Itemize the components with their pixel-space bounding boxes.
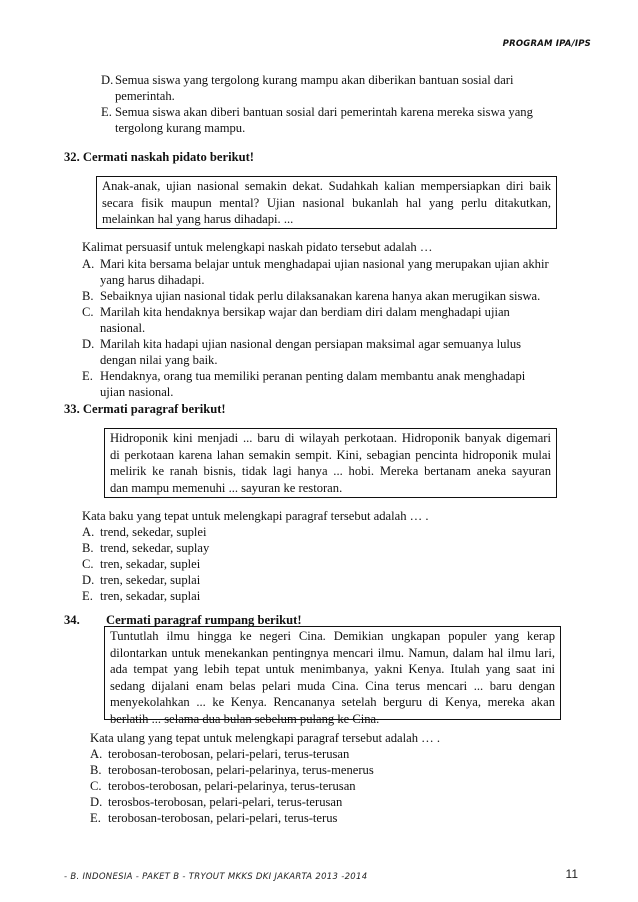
q32-title: 32. Cermati naskah pidato berikut!: [64, 150, 254, 164]
q33-box-line: di perkotaan karena lahan semakin sempit. Kini, sebagian pencinta hidroponik mulai: [110, 447, 551, 462]
q34-box-line: dilontarkan untuk menekankan pentingnya mencari ilmu. Namun, dalam hal ilmu lari,: [110, 645, 555, 660]
prev-option-e: [101, 104, 571, 136]
option-letter: E.: [90, 811, 101, 825]
option-text: tren, sekedar, suplai: [100, 573, 201, 587]
option-text-line: Hendaknya, orang tua memiliki peranan penting dalam membantu anak menghadapi: [100, 369, 526, 383]
q33-paragraph-box: [104, 428, 557, 498]
option-text-line: Semua siswa yang tergolong kurang mampu akan diberikan bantuan sosial dari: [115, 73, 514, 87]
option-text: terosbos-terobosan, pelari-pelari, terus-terusan: [108, 795, 343, 809]
q34-option-a: [90, 746, 349, 762]
q32-prompt: Kalimat persuasif untuk melengkapi naskah pidato tersebut adalah …: [82, 240, 433, 254]
option-letter: A.: [90, 747, 103, 761]
q34-option-c: [90, 778, 356, 794]
option-text-line: Semua siswa akan diberi bantuan sosial dari pemerintah karena mereka siswa yang: [115, 105, 533, 119]
q34-box-line: Tuntutlah ilmu hingga ke negeri Cina. Demikian ungkapan populer yang kerap: [110, 629, 555, 643]
option-text-line: pemerintah.: [115, 89, 175, 103]
option-letter: C.: [82, 557, 94, 571]
option-letter: B.: [90, 763, 102, 777]
option-text-line: Mari kita bersama belajar untuk menghadapai ujian nasional yang merupakan ujian akhir: [100, 257, 549, 271]
option-letter: B.: [82, 541, 94, 555]
option-text-line: dengan nilai yang baik.: [100, 353, 218, 367]
q34-number: 34.: [64, 613, 80, 627]
q33-option-a: [82, 524, 207, 540]
q32-option-b: [82, 288, 582, 304]
option-text-line: nasional.: [100, 321, 146, 335]
option-text: terobosan-terobosan, pelari-pelari, terus-terusan: [108, 747, 350, 761]
option-letter: A.: [82, 257, 95, 271]
option-letter: C.: [90, 779, 102, 793]
page-number: 11: [565, 867, 578, 881]
option-text-line: Marilah kita hadapi ujian nasional dengan persiapan maksimal agar semuanya lulus: [100, 337, 522, 351]
q32-option-d: [82, 336, 582, 368]
q33-option-c: [82, 556, 200, 572]
option-text: tren, sekadar, suplei: [100, 557, 201, 571]
q34-option-b: [90, 762, 374, 778]
q33-option-e: [82, 588, 200, 604]
page-footer-title: - B. INDONESIA - PAKET B - TRYOUT MKKS DKI JAKARTA 2013 -2014: [64, 872, 368, 882]
option-text: trend, sekedar, suplei: [100, 525, 207, 539]
option-text: terobosan-terobosan, pelari-pelari, terus-terus: [108, 811, 338, 825]
q32-option-e: [82, 368, 582, 400]
q32-option-c: [82, 304, 582, 336]
option-text-line: ujian nasional.: [100, 385, 174, 399]
option-text: terobos-terobosan, pelari-pelarinya, terus-terusan: [108, 779, 356, 793]
q34-box-line: menyekolahkan ... ke Kenya. Rencananya setelah berguru di Kenya, mereka akan: [110, 695, 555, 710]
q33-option-d: [82, 572, 200, 588]
option-letter: C.: [82, 305, 94, 319]
q33-box-line: melirik ke ranah bisnis, tidak lagi hanya ... hobi. Mereka bertanam aneka sayuran: [110, 464, 551, 479]
option-letter: E.: [82, 369, 93, 383]
q34-option-d: [90, 794, 342, 810]
option-text-line: tergolong kurang mampu.: [115, 121, 246, 135]
option-text-line: Sebaiknya ujian nasional tidak perlu dilaksanakan karena hanya akan merugikan siswa.: [100, 289, 541, 303]
q33-prompt: Kata baku yang tepat untuk melengkapi paragraf tersebut adalah … .: [82, 509, 429, 523]
q33-title: 33. Cermati paragraf berikut!: [64, 402, 226, 416]
q33-option-b: [82, 540, 209, 556]
q34-box-line: ada tempat yang lebih tepat untuk menimbanya, yakni Kenya. Itulah yang saat ini: [110, 662, 555, 677]
option-letter: D.: [90, 795, 103, 809]
option-letter: D.: [101, 73, 114, 87]
option-text-line: yang harus dihadapi.: [100, 273, 205, 287]
q34-box-line: sedang dijalani enam belas pelari muda Cina. Cina terus mencari ... baru dengan: [110, 678, 555, 693]
option-letter: D.: [82, 337, 95, 351]
q34-prompt: Kata ulang yang tepat untuk melengkapi paragraf tersebut adalah … .: [90, 731, 441, 745]
page-header-program: PROGRAM IPA/IPS: [502, 39, 591, 49]
option-letter: A.: [82, 525, 95, 539]
option-letter: D.: [82, 573, 95, 587]
q34-option-e: [90, 810, 337, 826]
q33-box-line: Hidroponik kini menjadi ... baru di wilayah perkotaan. Hidroponik banyak digemari: [110, 431, 551, 445]
q32-option-a: [82, 256, 582, 288]
q34-title: Cermati paragraf rumpang berikut!: [106, 613, 302, 627]
q32-speech-box: [96, 176, 557, 229]
option-text: trend, sekedar, suplay: [100, 541, 210, 555]
option-letter: E.: [82, 589, 93, 603]
q32-box-line: Anak-anak, ujian nasional semakin dekat. Sudahkah kalian mempersiapkan diri baik: [102, 179, 551, 193]
option-letter: B.: [82, 289, 94, 303]
q32-box-line: melainkan hal yang harus dihadapi. ...: [102, 212, 294, 227]
option-text: terobosan-terobosan, pelari-pelarinya, terus-menerus: [108, 763, 374, 777]
q32-box-line: secara fisik maupun mental? Ujian nasional bukanlah hal yang perlu ditakutkan,: [102, 195, 551, 210]
q34-paragraph-box: [104, 626, 561, 726]
option-text: tren, sekadar, suplai: [100, 589, 201, 603]
q34-box-line: berlatih ... selama dua bulan sebelum pulang ke Cina.: [110, 711, 380, 726]
option-text-line: Marilah kita hendaknya bersikap wajar dan berdiam diri dalam menghadapi ujian: [100, 305, 510, 319]
q33-box-line: dan mampu memenuhi ... sayuran ke restoran.: [110, 480, 343, 495]
prev-option-d: [101, 72, 571, 104]
option-letter: E.: [101, 105, 112, 119]
